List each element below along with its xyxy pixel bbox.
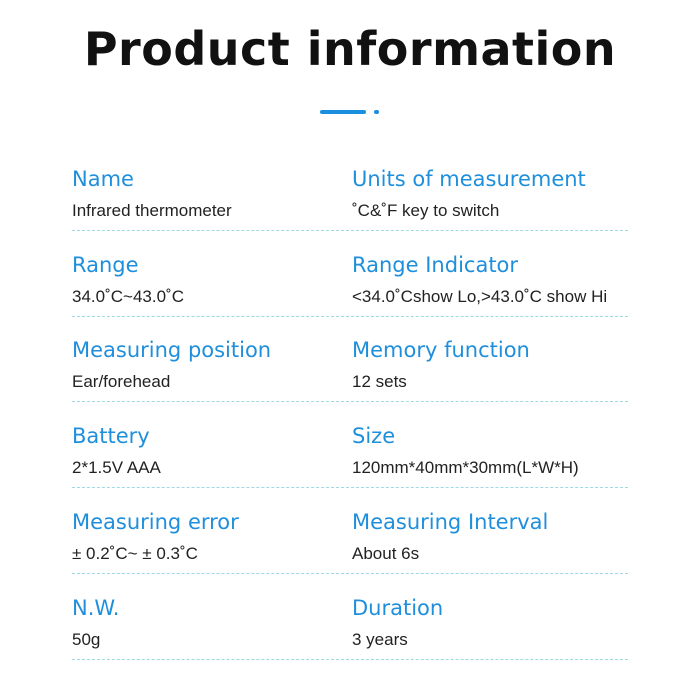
spec-value-name: Infrared thermometer [72, 201, 232, 220]
row-divider [72, 316, 628, 317]
spec-value-duration: 3 years [352, 630, 408, 649]
spec-label-weight: N.W. [72, 596, 120, 620]
title-underline [320, 110, 366, 114]
spec-row-battery [0, 424, 700, 510]
row-divider [72, 659, 628, 660]
spec-cell-memory [352, 338, 662, 424]
spec-label-duration: Duration [352, 596, 444, 620]
spec-label-battery: Battery [72, 424, 150, 448]
spec-value-range-indicator: <34.0˚Cshow Lo,>43.0˚C show Hi [352, 287, 608, 306]
spec-cell-interval [352, 510, 662, 596]
spec-label-name: Name [72, 167, 134, 191]
row-divider [72, 230, 628, 231]
spec-cell-name [72, 167, 342, 253]
spec-label-units: Units of measurement [352, 167, 586, 191]
spec-label-range: Range [72, 253, 139, 277]
spec-value-range: 34.0˚C~43.0˚C [72, 287, 184, 306]
spec-cell-duration [352, 596, 662, 682]
spec-label-memory: Memory function [352, 338, 530, 362]
spec-row-position [0, 338, 700, 424]
spec-cell-units [352, 167, 662, 253]
spec-row-weight [0, 596, 700, 682]
title-underline-dot [374, 110, 379, 114]
spec-cell-error [72, 510, 342, 596]
spec-label-range-indicator: Range Indicator [352, 253, 519, 277]
spec-label-interval: Measuring Interval [352, 510, 549, 534]
row-divider [72, 573, 628, 574]
spec-row-range [0, 253, 700, 339]
spec-value-size: 120mm*40mm*30mm(L*W*H) [352, 458, 579, 477]
spec-value-interval: About 6s [352, 544, 420, 563]
spec-cell-weight [72, 596, 342, 682]
spec-value-weight: 50g [72, 630, 101, 649]
spec-value-battery: 2*1.5V AAA [72, 458, 161, 477]
spec-label-error: Measuring error [72, 510, 239, 534]
spec-value-units: ˚C&˚F key to switch [352, 201, 500, 220]
spec-value-position: Ear/forehead [72, 372, 171, 391]
spec-row-name [0, 167, 700, 253]
page-title: Product information [83, 22, 617, 76]
spec-value-error: ± 0.2˚C~ ± 0.3˚C [72, 544, 198, 563]
spec-cell-battery [72, 424, 342, 510]
spec-label-size: Size [352, 424, 396, 448]
spec-cell-range [72, 253, 342, 339]
spec-cell-range-indicator [352, 253, 662, 339]
row-divider [72, 487, 628, 488]
spec-value-memory: 12 sets [352, 372, 407, 391]
spec-cell-size [352, 424, 662, 510]
spec-label-position: Measuring position [72, 338, 272, 362]
spec-row-error [0, 510, 700, 596]
spec-cell-position [72, 338, 342, 424]
row-divider [72, 401, 628, 402]
